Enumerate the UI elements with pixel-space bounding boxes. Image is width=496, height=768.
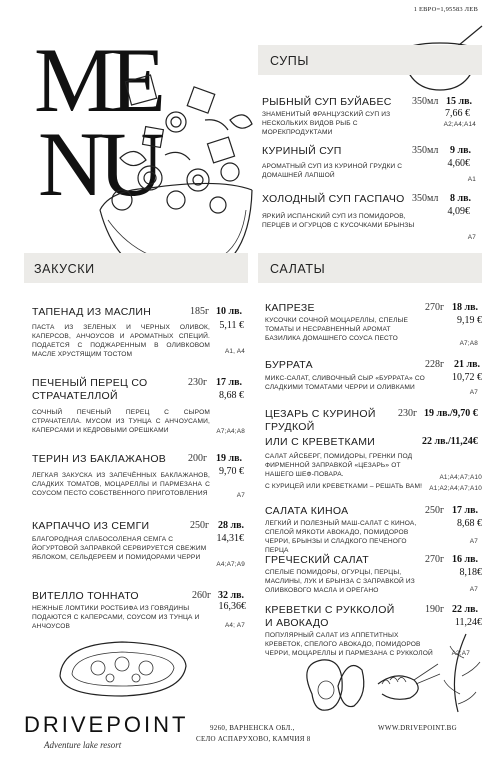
item-description-alt: С КУРИЦЕЙ ИЛИ КРЕВЕТКАМИ – РЕШАТЬ ВАМ! — [265, 483, 423, 490]
item-price-eur: 5,11 € — [219, 320, 244, 331]
item-description: АРОМАТНЫЙ СУП ИЗ КУРИНОЙ ГРУДКИ С ДОМАШНЕЙ ЛАПШОЙ — [262, 163, 403, 180]
item-description: СПЕЛЫЕ ПОМИДОРЫ, ОГУРЦЫ, ПЕРЦЫ, МАСЛИНЫ, ЛУК И БРЫНЗА С ЗАПРАВКОЙ ИЗ ОЛИВКОВОГО МАСЛА И ОРЕГАНО — [265, 569, 415, 595]
salads-section-title: САЛАТЫ — [270, 262, 326, 276]
item-allergens: A7 — [236, 492, 245, 499]
soups-section-header — [258, 45, 482, 75]
item-price-alt: 22 лв./11,24€ — [422, 436, 478, 447]
item-name: САЛАТА КИНОА — [265, 505, 349, 517]
item-name: ТЕРИН ИЗ БАКЛАЖАНОВ — [32, 453, 167, 465]
item-name: ХОЛОДНЫЙ СУП ГАСПАЧО — [262, 193, 405, 205]
item-name: РЫБНЫЙ СУП БУЙАБЕС — [262, 96, 392, 108]
menu-title-line1: ME — [34, 29, 160, 131]
item-description: КУСОЧКИ СОЧНОЙ МОЦАРЕЛЛЫ, СПЕЛЫЕ ТОМАТЫ И НЕСРАВНЕННЫЙ АРОМАТ БАЗИЛИКА ДОМАШНЕГО СОУСА ПЕСТО — [265, 317, 409, 343]
item-price: 10 лв. — [216, 306, 243, 317]
item-size: 260г — [192, 590, 212, 601]
item-name: КАРПАЧЧО ИЗ СЕМГИ — [32, 520, 150, 532]
item-size: 200г — [188, 453, 208, 464]
item-description: СОЧНЫЙ ПЕЧЕНЫЙ ПЕРЕЦ С СЫРОМ СТРАЧАТЕЛЛА. МУСОМ ИЗ ТУНЦА С АНЧОУСАМИ, КАПЕРСАМИ И КЕДРОВЫМИ ОРЕШКАМИ — [32, 409, 210, 435]
item-size: 230г — [398, 408, 418, 419]
item-price: 16 лв. — [452, 554, 479, 565]
item-price-eur: 8,18€ — [459, 567, 482, 578]
item-price: 19 лв. — [216, 453, 243, 464]
item-price: 17 лв. — [452, 505, 479, 516]
item-name: ГРЕЧЕСКИЙ САЛАТ — [265, 554, 369, 566]
item-name: ВИТЕЛЛО ТОННАТО — [32, 590, 139, 602]
item-description: НЕЖНЫЕ ЛОМТИКИ РОСТБИФА ИЗ ГОВЯДИНЫ ПОДАЮТСЯ С КАПЕРСАМИ, СОУСОМ ИЗ ТУНЦА И АНЧОУСОВ — [32, 605, 200, 631]
item-name: КУРИНЫЙ СУП — [262, 145, 342, 157]
item-allergens: A4; A7 — [224, 622, 245, 629]
item-description: ЛЕГКИЙ И ПОЛЕЗНЫЙ МАШ-САЛАТ С КИНОА, СПЕЛОЙ МЯКОТИ АВОКАДО, ПОМИДОРОВ ЧЕРРИ, БРЫНЗЫ И СЛАДКОГО ПЕЧЕНОГО ПЕРЦА — [265, 520, 417, 555]
item-price-eur: 9,70 € — [219, 466, 244, 477]
item-size: 350мл — [412, 193, 439, 204]
item-description: САЛАТ АЙСБЕРГ, ПОМИДОРЫ, ГРЕНКИ ПОД ФИРМЕННОЙ ЗАПРАВКОЙ «ЦЕЗАРЬ» ОТ НАШЕГО ШЕФ-ПОВАРА. — [265, 453, 413, 479]
address-line-2: СЕЛО АСПАРУХОВО, КАМЧИЯ 8 — [196, 735, 311, 743]
soups-section-title: СУПЫ — [270, 54, 310, 68]
item-price: 17 лв. — [216, 377, 243, 388]
starters-section-title: ЗАКУСКИ — [34, 262, 95, 276]
item-price: 9 лв. — [450, 145, 472, 156]
item-name: ЦЕЗАРЬ С КУРИНОЙ ГРУДКОЙ — [265, 408, 376, 434]
item-price-eur: 10,72 € — [452, 372, 482, 383]
item-size: 250г — [425, 505, 445, 516]
item-name: КАПРЕЗЕ — [265, 302, 315, 314]
address-line-1: 9260, ВАРНЕНСКА ОБЛ., — [210, 724, 295, 732]
item-price: 22 лв. — [452, 604, 479, 615]
starters-section-header — [24, 253, 248, 283]
item-price: 32 лв. — [218, 590, 245, 601]
item-price: 28 лв. — [218, 520, 245, 531]
item-name: БУРРАТА — [265, 359, 313, 371]
item-description: ЗНАМЕНИТЫЙ ФРАНЦУЗСКИЙ СУП ИЗ НЕСКОЛЬКИХ ВИДОВ РЫБ С МОРЕКПРОДУКТАМИ — [262, 111, 391, 137]
item-price: 19 лв./9,70 € — [424, 408, 478, 419]
brand-logo — [24, 712, 188, 738]
item-size: 350мл — [412, 96, 439, 107]
item-price-eur: 8,68 € — [457, 518, 482, 529]
item-price-eur: 4,09€ — [447, 206, 470, 217]
item-name: КРЕВЕТКИ С РУККОЛОЙ И АВОКАДО — [265, 604, 395, 630]
item-allergens: A1;A4;A7;A10 — [439, 474, 482, 481]
item-description: ЯРКИЙ ИСПАНСКИЙ СУП ИЗ ПОМИДОРОВ, ПЕРЦЕВ И ОГУРЦОВ С КУСОЧКАМИ БРЫНЗЫ — [262, 213, 415, 230]
item-allergens: A7 — [469, 538, 478, 545]
item-allergens-alt: A1;A2;A4;A7;A10 — [429, 485, 482, 492]
item-size: 185г — [190, 306, 210, 317]
item-size: 270г — [425, 302, 445, 313]
salads-section-header — [258, 253, 482, 283]
item-price-eur: 11,24€ — [454, 617, 482, 628]
website-link[interactable]: WWW.DRIVEPOINT.BG — [378, 724, 457, 732]
exchange-rate: 1 ЕВРО=1,95583 ЛЕВ — [413, 6, 478, 13]
item-allergens: A2;A4;A14 — [443, 121, 476, 128]
item-price: 15 лв. — [446, 96, 473, 107]
item-description: ПОПУЛЯРНЫЙ САЛАТ ИЗ АППЕТИТНЫХ КРЕВЕТОК, СПЕЛОГО АВОКАДО, ПОМИДОРОВ ЧЕРРИ, МОЦАРЕЛЛЫ И ПАРМЕЗАНА С РУККОЛОЙ — [265, 632, 433, 658]
plate-illustration — [52, 636, 192, 700]
item-description: МИКС-САЛАТ, СЛИВОЧНЫЙ СЫР «БУРРАТА» СО СЛАДКИМИ ТОМАТАМИ ЧЕРРИ И ОЛИВКАМИ — [265, 375, 425, 392]
item-allergens: A7 — [469, 389, 478, 396]
item-allergens: A2;A7 — [451, 650, 470, 657]
brand-tagline: Adventure lake resort — [44, 740, 122, 750]
item-size: 250г — [190, 520, 210, 531]
item-allergens: A4;A7;A9 — [216, 561, 245, 568]
item-price-eur: 14,31€ — [216, 533, 244, 544]
item-price-eur: 7,66 € — [445, 108, 470, 119]
item-allergens: A1, A4 — [224, 348, 245, 355]
item-price: 18 лв. — [452, 302, 479, 313]
item-price: 21 лв. — [454, 359, 481, 370]
item-description: ПАСТА ИЗ ЗЕЛЕНЫХ И ЧЕРНЫХ ОЛИВОК, КАПЕРСОВ, АНЧОУСОВ И АРОМАТНЫХ СПЕЦИЙ. ПОДАЕТСЯ С ПОДЖАРЕННЫМ В ОЛИВКОВОМ МАСЛЕ ХРУСТЯЩИМ ТОСТОМ — [32, 324, 210, 359]
item-name: ТАПЕНАД ИЗ МАСЛИН — [32, 306, 152, 318]
item-price-eur: 4,60€ — [447, 158, 470, 169]
menu-title-line2: NU — [38, 113, 159, 215]
item-size: 190г — [425, 604, 445, 615]
avocado-shrimp-illustration — [298, 624, 488, 714]
item-allergens: A7;A8 — [459, 340, 478, 347]
item-size: 350мл — [412, 145, 439, 156]
item-description: БЛАГОРОДНАЯ СЛАБОСОЛЕНАЯ СЕМГА С ЙОГУРТОВОЙ ЗАПРАВКОЙ СЕРВИРУЕТСЯ СВЕЖИМ ЯБЛОКОМ, СЕЛЬДЕРЕЕМ И ПОМИДОРАМИ ЧЕРРИ — [32, 536, 207, 562]
item-allergens: A7 — [467, 234, 476, 241]
item-allergens: A7;A4;A8 — [216, 428, 245, 435]
item-name: ПЕЧЕНЫЙ ПЕРЕЦ СО СТРАЧАТЕЛЛОЙ — [32, 377, 148, 403]
item-size: 270г — [425, 554, 445, 565]
item-price-eur: 8,68 € — [219, 390, 244, 401]
item-allergens: A1 — [467, 176, 476, 183]
item-size: 230г — [188, 377, 208, 388]
item-allergens: A7 — [469, 586, 478, 593]
item-price-eur: 16,36€ — [218, 601, 246, 612]
item-price-eur: 9,19 € — [457, 315, 482, 326]
item-description: ЛЕГКАЯ ЗАКУСКА ИЗ ЗАПЕЧЁННЫХ БАКЛАЖАНОВ, СЛАДКИХ ТОМАТОВ, МОЦАРЕЛЛЫ И ПАРМЕЗАНА С СОУСОМ ПЕСТО СОБСТВЕННОГО ПРИГОТОВЛЕНИЯ — [32, 472, 210, 498]
item-size: 228г — [425, 359, 445, 370]
item-name-alt: ИЛИ С КРЕВЕТКАМИ — [265, 436, 376, 448]
brand-name: DRIVEPOINT — [24, 712, 189, 737]
item-price: 8 лв. — [450, 193, 472, 204]
